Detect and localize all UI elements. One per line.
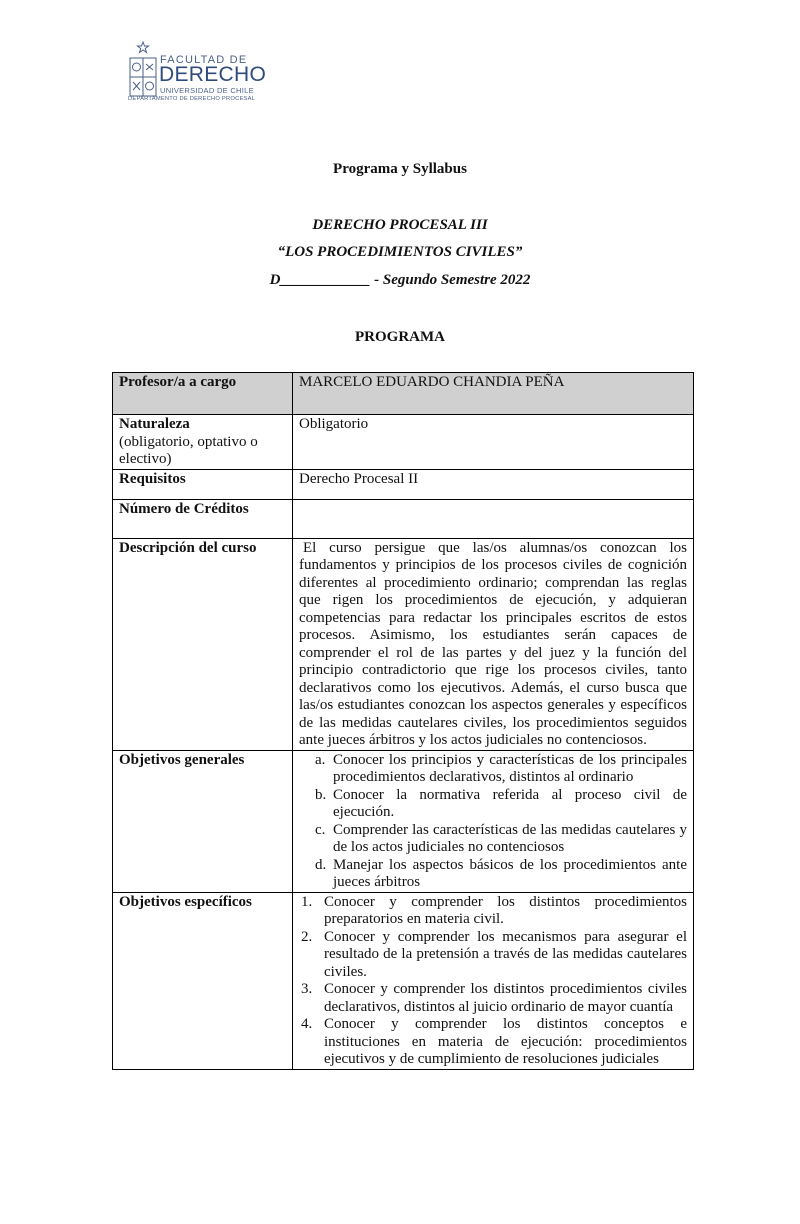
list-marker: 2. (301, 928, 313, 945)
naturaleza-value: Obligatorio (293, 415, 694, 470)
list-item (299, 894, 687, 929)
course-name: DERECHO PROCESAL III (312, 217, 488, 233)
list-text: Conocer y comprender los mecanismos para asegurar el resultado de la pretensión a través de las medidas cautelares civiles. (324, 928, 687, 980)
list-marker: 3. (301, 981, 313, 997)
table-row (113, 892, 694, 1069)
list-text: Conocer los principios y características de los principales procedimientos declarativos, distintos al ordinario (333, 751, 687, 785)
table-row (113, 499, 694, 538)
list-item (299, 929, 687, 982)
list-marker: b. (315, 786, 327, 803)
list-text: Conocer y comprender los distintos conceptos e instituciones en materia de ejecución: procedimientos ejecutivos y de cumplimiento de resoluciones judiciales (324, 1016, 687, 1067)
objetivos-generales-label: Objetivos generales (113, 750, 293, 892)
naturaleza-label: Naturaleza (119, 416, 190, 432)
naturaleza-cell (113, 415, 293, 470)
requisitos-label: Requisitos (113, 469, 293, 499)
list-item (299, 1016, 687, 1069)
profesor-value: MARCELO EDUARDO CHANDIA PEÑA (293, 373, 694, 415)
descripcion-value: El curso persigue que las/os alumnas/os conozcan los fundamentos y principios de los procesos civiles de cognición diferentes al procedimiento ordinario; comprendan las reglas que rigen los procedimientos de ejecución, y adquieran competencias para redactar los principales escritos de estos procesos. Asimismo, los estudiantes serán capaces de comprender el rol de las partes y del juez y la función del principio contradictorio que rige los procesos civiles, tanto declarativos como los ejecutivos. Además, el curso busca que las/os estudiantes conozcan los aspectos generales y específicos de las medidas cautelares civiles, los procedimientos seguidos ante jueces árbitros y los actos judiciales no contenciosos. (293, 538, 694, 750)
program-table (112, 372, 694, 1070)
descripcion-label: Descripción del curso (113, 538, 293, 750)
logo-faculty-line: FACULTAD DE (160, 54, 248, 66)
list-text: Conocer la normativa referida al proceso civil de ejecución. (333, 786, 687, 820)
creditos-label: Número de Créditos (113, 499, 293, 538)
objetivos-especificos-cell (293, 892, 694, 1069)
list-text: Conocer y comprender los distintos procedimientos preparatorios en materia civil. (324, 893, 687, 927)
logo-department-line: DEPARTAMENTO DE DERECHO PROCESAL (128, 96, 256, 102)
logo-derecho-line: DERECHO (159, 63, 267, 86)
list-item (299, 752, 687, 787)
profesor-label: Profesor/a a cargo (113, 373, 293, 415)
university-shield-icon (128, 40, 158, 104)
faculty-logo (128, 40, 267, 106)
course-section: D____________ - Segundo Semestre 2022 (269, 272, 531, 288)
table-row (113, 373, 694, 415)
list-item (299, 822, 687, 857)
list-text: Comprender las características de las medidas cautelares y de los actos judiciales no contenciosos (333, 821, 687, 855)
objetivos-generales-cell (293, 750, 694, 892)
course-subtitle: “LOS PROCEDIMIENTOS CIVILES” (277, 244, 523, 260)
list-item (299, 787, 687, 822)
list-item (299, 857, 687, 892)
requisitos-value: Derecho Procesal II (293, 469, 694, 499)
list-marker: 1. (301, 893, 313, 910)
logo-university-line: UNIVERSIDAD DE CHILE (160, 86, 254, 95)
naturaleza-sublabel: (obligatorio, optativo o electivo) (119, 433, 258, 467)
objetivos-especificos-list (299, 894, 687, 1069)
list-marker: a. (315, 751, 326, 768)
list-marker: d. (315, 856, 327, 873)
list-marker: c. (315, 821, 326, 838)
document-heading: Programa y Syllabus (333, 161, 467, 177)
objetivos-especificos-label: Objetivos específicos (113, 892, 293, 1069)
creditos-value (293, 499, 694, 538)
list-marker: 4. (301, 1016, 313, 1032)
list-item (299, 981, 687, 1016)
list-text: Conocer y comprender los distintos procedimientos civiles declarativos, distintos al juicio ordinario de mayor cuantía (324, 981, 687, 1015)
table-row (113, 750, 694, 892)
objetivos-generales-list (299, 752, 687, 892)
table-row (113, 415, 694, 470)
section-title: PROGRAMA (355, 329, 445, 345)
table-row (113, 538, 694, 750)
table-row (113, 469, 694, 499)
list-text: Manejar los aspectos básicos de los procedimientos ante jueces árbitros (333, 856, 687, 890)
